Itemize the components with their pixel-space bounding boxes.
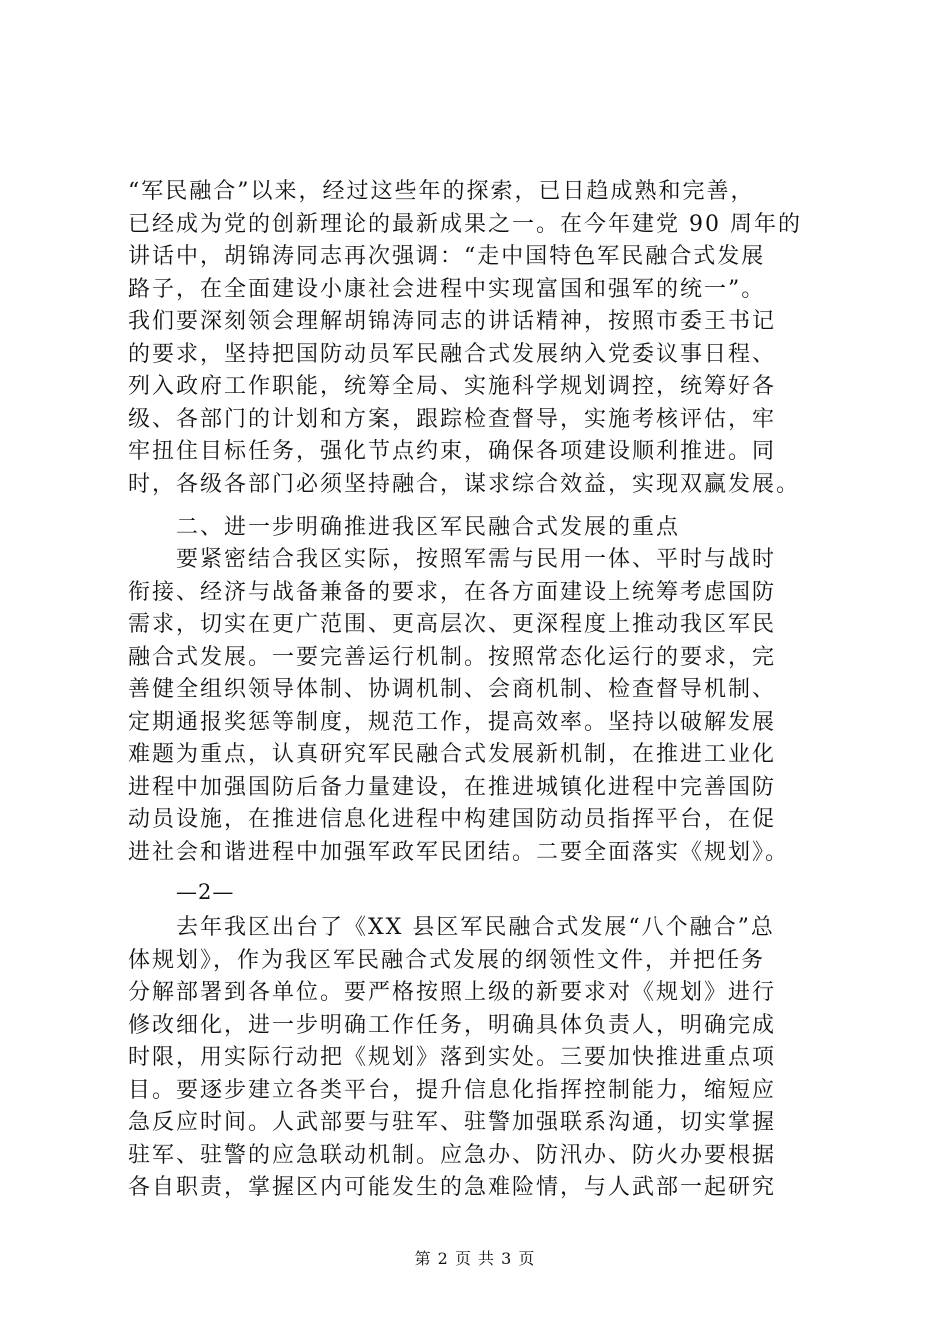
paragraph-line: 融合式发展。一要完善运行机制。按照常态化运行的要求，完 — [128, 644, 777, 670]
paragraph-line: 各自职责，掌握区内可能发生的急难险情，与人武部一起研究 — [128, 1175, 777, 1200]
paragraph-line: 时限，用实际行动把《规划》落到实处。三要加快推进重点项 — [128, 1045, 777, 1070]
paragraph-1 — [128, 176, 838, 501]
paragraph-line: 路子，在全面建设小康社会进程中实现富国和强军的统一”。 — [128, 276, 766, 302]
paragraph-line: 我们要深刻领会理解胡锦涛同志的讲话精神，按照市委王书记 — [128, 309, 777, 334]
paragraph-line: 已经成为党的创新理论的最新成果之一。在今年建党 90 周年的 — [128, 211, 802, 237]
paragraph-2 — [128, 544, 838, 869]
paragraph-line: “军民融合”以来，经过这些年的探索，已日趋成熟和完善， — [128, 179, 755, 204]
paragraph-line: 体规划》，作为我区军民融合式发展的纲领性文件，并把任务 — [128, 947, 766, 973]
paragraph-line: 急反应时间。人武部要与驻军、驻警加强联系沟通，切实掌握 — [128, 1110, 777, 1135]
paragraph-line: 的要求，坚持把国防动员军民融合式发展纳入党委议事日程、 — [128, 341, 777, 367]
page-footer: 第 2 页 共 3 页 — [414, 1249, 536, 1268]
paragraph-line: 目。要逐步建立各类平台，提升信息化指挥控制能力，缩短应 — [128, 1077, 777, 1103]
paragraph-line: 列入政府工作职能，统筹全局、实施科学规划调控，统筹好各 — [128, 374, 777, 399]
page-number-marker: —2— — [176, 880, 235, 904]
paragraph-line: 分解部署到各单位。要严格按照上级的新要求对《规划》进行 — [128, 980, 777, 1005]
paragraph-line: 牢扭住目标任务，强化节点约束，确保各项建设顺利推进。同 — [128, 439, 777, 464]
paragraph-line: 定期通报奖惩等制度，规范工作，提高效率。坚持以破解发展 — [128, 709, 777, 735]
paragraph-line: 需求，切实在更广范围、更高层次、更深程度上推动我区军民 — [128, 612, 777, 637]
paragraph-line: 讲话中，胡锦涛同志再次强调：“走中国特色军民融合式发展 — [128, 244, 766, 269]
paragraph-line: 时，各级各部门必须坚持融合，谋求综合效益，实现双赢发展。 — [128, 471, 801, 497]
section-heading-text: 二、进一步明确推进我区军民融合式发展的重点 — [128, 515, 681, 540]
paragraph-line: 动员设施，在推进信息化进程中构建国防动员指挥平台，在促 — [128, 807, 777, 832]
paragraph-line: 进社会和谐进程中加强军政军民团结。二要全面落实《规划》。 — [128, 839, 790, 865]
paragraph-line: 修改细化，进一步明确工作任务，明确具体负责人，明确完成 — [128, 1012, 777, 1038]
paragraph-line: 驻军、驻警的应急联动机制。应急办、防汛办、防火办要根据 — [128, 1142, 777, 1168]
paragraph-line: 要紧密结合我区实际，按照军需与民用一体、平时与战时 — [128, 547, 777, 572]
paragraph-line: 级、各部门的计划和方案，跟踪检查督导，实施考核评估，牢 — [128, 406, 777, 432]
paragraph-line: 去年我区出台了《XX 县区军民融合式发展“八个融合”总 — [128, 915, 775, 940]
paragraph-line: 善健全组织领导体制、协调机制、会商机制、检查督导机制、 — [128, 677, 777, 702]
paragraph-line: 衔接、经济与战备兼备的要求，在各方面建设上统筹考虑国防 — [128, 579, 777, 605]
paragraph-line: 进程中加强国防后备力量建设，在推进城镇化进程中完善国防 — [128, 774, 777, 800]
paragraph-line: 难题为重点，认真研究军民融合式发展新机制，在推进工业化 — [128, 742, 777, 767]
paragraph-3 — [128, 912, 838, 1205]
section-heading — [128, 512, 838, 545]
